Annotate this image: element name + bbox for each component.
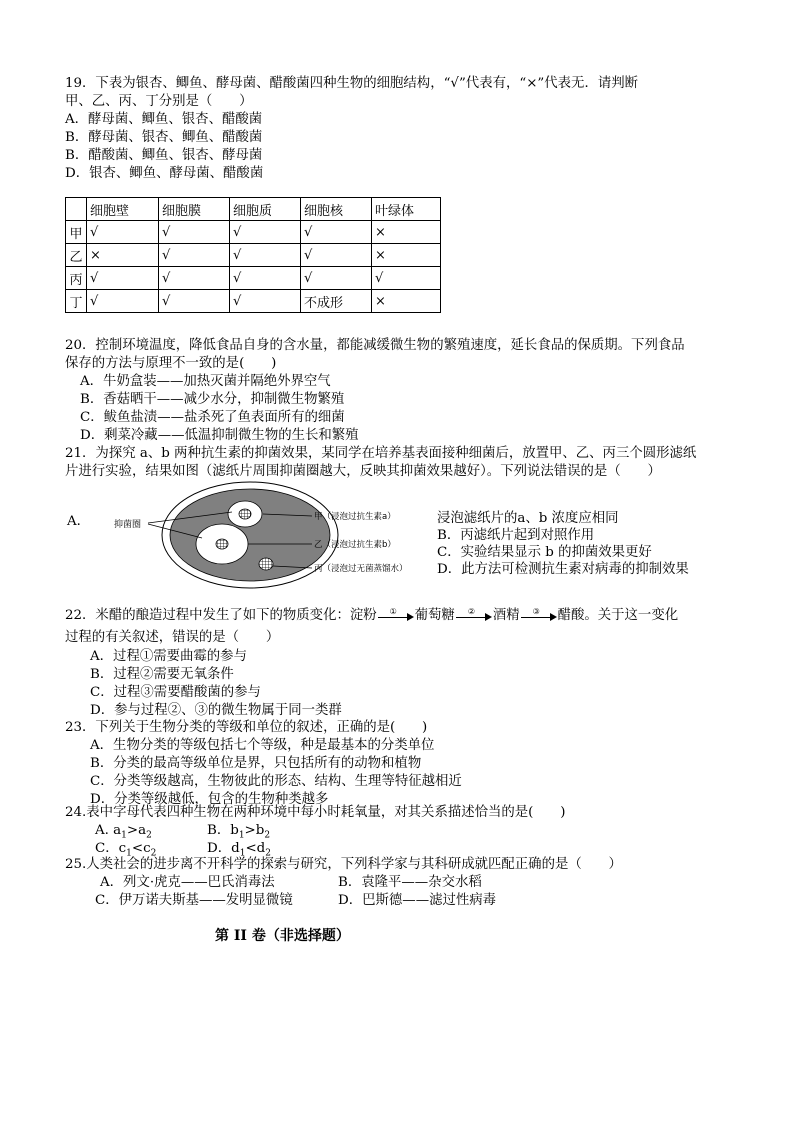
q24-option-a: A. $a_1>a_2$ [95,823,152,841]
q23-stem: 23．下列关于生物分类的等级和单位的叙述，正确的是( ) [65,720,428,735]
q23-option-a: A．生物分类的等级包括七个等级，种是最基本的分类单位 [90,738,435,753]
q19-stem-line1: 19．下表为银杏、鲫鱼、酵母菌、醋酸菌四种生物的细胞结构，“√”代表有，“×”代表无．请判断 [65,76,639,91]
q24-stem: 24.表中字母代表四种生物在两种环境中每小时耗氧量，对其关系描述恰当的是( ) [65,805,566,820]
arrow-1-icon [378,606,414,622]
table-cell: √ [372,267,441,290]
q20-stem-line2: 保存的方法与原理不一致的是( ) [65,356,277,371]
substance-acetic-acid: 醋酸 [557,608,585,623]
q22-stem-suffix: 。关于这一变化 [584,608,679,623]
table-header-cell: 叶绿体 [372,198,441,221]
table-cell: √ [87,267,159,290]
table-row [66,290,441,313]
inhibit-zone-label: 抑菌圈 [114,520,142,530]
table-cell: √ [301,244,372,267]
substance-alcohol: 酒精 [492,608,520,623]
table-header-cell: 细胞质 [230,198,301,221]
q22-option-d: D．参与过程②、③的微生物属于同一类群 [90,703,342,718]
table-row [66,221,441,244]
q21-stem-line1: 21．为探究 a、b 两种抗生素的抑菌效果，某同学在培养基表面接种细菌后，放置甲、乙、丙三个圆形滤纸 [65,446,697,461]
q24-option-b: B．$b_1>b_2$ [207,823,271,841]
section-title: 第 II 卷（非选择题） [215,928,350,944]
q21-stem-line2: 片进行实验，结果如图（滤纸片周围抑菌圈越大，反映其抑菌效果越好）。下列说法错误的是（ ） [65,464,661,479]
table-cell: × [372,221,441,244]
table-cell: 丁 [66,290,87,313]
q25-option-a: A．列文·虎克——巴氏消毒法 [100,875,275,890]
q20-option-d: D．剩菜冷藏——低温抑制微生物的生长和繁殖 [80,428,359,443]
table-cell: √ [230,221,301,244]
table-cell: √ [159,221,230,244]
table-cell: √ [159,267,230,290]
q21-option-a-label: A． [67,514,91,529]
q22-option-a: A．过程①需要曲霉的参与 [90,649,247,664]
q23-option-d: D．分类等级越低，包含的生物种类越多 [90,792,329,807]
arrow-3-icon [521,606,557,622]
q19-stem-line2: 甲、乙、丙、丁分别是（ ） [65,94,253,109]
q22-option-c: C．过程③需要醋酸菌的参与 [90,685,261,700]
q22-stem-prefix: 22．米醋的酿造过程中发生了如下的物质变化： [65,608,350,623]
q19-option-a: A．酵母菌、鲫鱼、银杏、醋酸菌 [65,112,263,127]
table-cell: × [372,244,441,267]
table-cell: √ [159,244,230,267]
q19-option-d: D．银杏、鲫鱼、酵母菌、醋酸菌 [65,166,264,181]
table-cell: 丙 [66,267,87,290]
table-cell: 乙 [66,244,87,267]
table-cell: √ [87,221,159,244]
table-cell: × [87,244,159,267]
step-1-number: ① [389,606,397,616]
q21-option-d: D．此方法可检测抗生素对病毒的抑制效果 [437,562,689,577]
table-header-cell: 细胞核 [301,198,372,221]
q25-option-d: D．巴斯德——滤过性病毒 [338,893,497,908]
q20-option-b: B．香菇晒干——减少水分，抑制微生物繁殖 [80,392,345,407]
table-cell: √ [230,290,301,313]
table-cell: 不成形 [301,290,372,313]
table-cell: √ [230,267,301,290]
table-cell: √ [301,267,372,290]
q25-option-b: B．袁隆平——杂交水稻 [338,875,482,890]
filter-disc-bing [259,558,273,570]
table-row [66,244,441,267]
q25-option-c: C．伊万诺夫斯基——发明显微镜 [95,893,293,908]
petri-dish-figure [100,480,435,590]
filter-disc-yi [216,539,228,549]
table-cell: √ [230,244,301,267]
step-2-number: ② [467,606,475,616]
table-cell: √ [159,290,230,313]
q21-option-c: C．实验结果显示 b 的抑菌效果更好 [437,545,652,560]
q23-option-c: C．分类等级越高，生物彼此的形态、结构、生理等特征越相近 [90,774,462,789]
arrow-2-icon [456,606,492,622]
q19-option-c: B．醋酸菌、鲫鱼、银杏、酵母菌 [65,148,263,163]
q22-stem-line2: 过程的有关叙述，错误的是（ ） [65,630,280,645]
q21-option-b: B．丙滤纸片起到对照作用 [437,528,595,543]
q22-option-b: B．过程②需要无氧条件 [90,667,234,682]
table-header-row [66,198,441,221]
filter-disc-jia [239,509,251,519]
q22-stem-line1 [65,607,678,625]
substance-glucose: 葡萄糖 [414,608,455,623]
table-row [66,267,441,290]
yi-label: 乙（浸泡过抗生素b） [314,540,396,550]
q21-option-a: 浸泡滤纸片的a、b 浓度应相同 [437,511,619,526]
step-3-number: ③ [532,606,540,616]
q25-stem: 25.人类社会的进步离不开科学的探索与研究，下列科学家与其科研成就匹配正确的是（ ） [65,857,622,872]
q19-option-b: B．酵母菌、银杏、鲫鱼、醋酸菌 [65,130,263,145]
q20-option-c: C．鲅鱼盐渍——盐杀死了鱼表面所有的细菌 [80,410,345,425]
table-cell: 甲 [66,221,87,244]
q20-option-a: A．牛奶盒装——加热灭菌并隔绝外界空气 [80,374,331,389]
q20-stem-line1: 20．控制环境温度，降低食品自身的含水量，都能减缓微生物的繁殖速度，延长食品的保质期。下列食品 [65,338,685,353]
q24-option-c: C．$c_1<c_2$ [95,841,157,859]
bing-label: 丙（浸泡过无菌蒸馏水） [314,564,408,574]
table-cell: × [372,290,441,313]
table-cell: √ [301,221,372,244]
table-header-cell [66,198,87,221]
q24-option-d: D．$d_1<d_2$ [207,841,271,859]
table-cell: √ [87,290,159,313]
table-header-cell: 细胞壁 [87,198,159,221]
table-header-cell: 细胞膜 [159,198,230,221]
jia-label: 甲（浸泡过抗生素a） [314,512,396,522]
q23-option-b: B．分类的最高等级单位是界，只包括所有的动物和植物 [90,756,422,771]
cell-structure-table [65,197,441,313]
substance-starch: 淀粉 [349,608,377,623]
